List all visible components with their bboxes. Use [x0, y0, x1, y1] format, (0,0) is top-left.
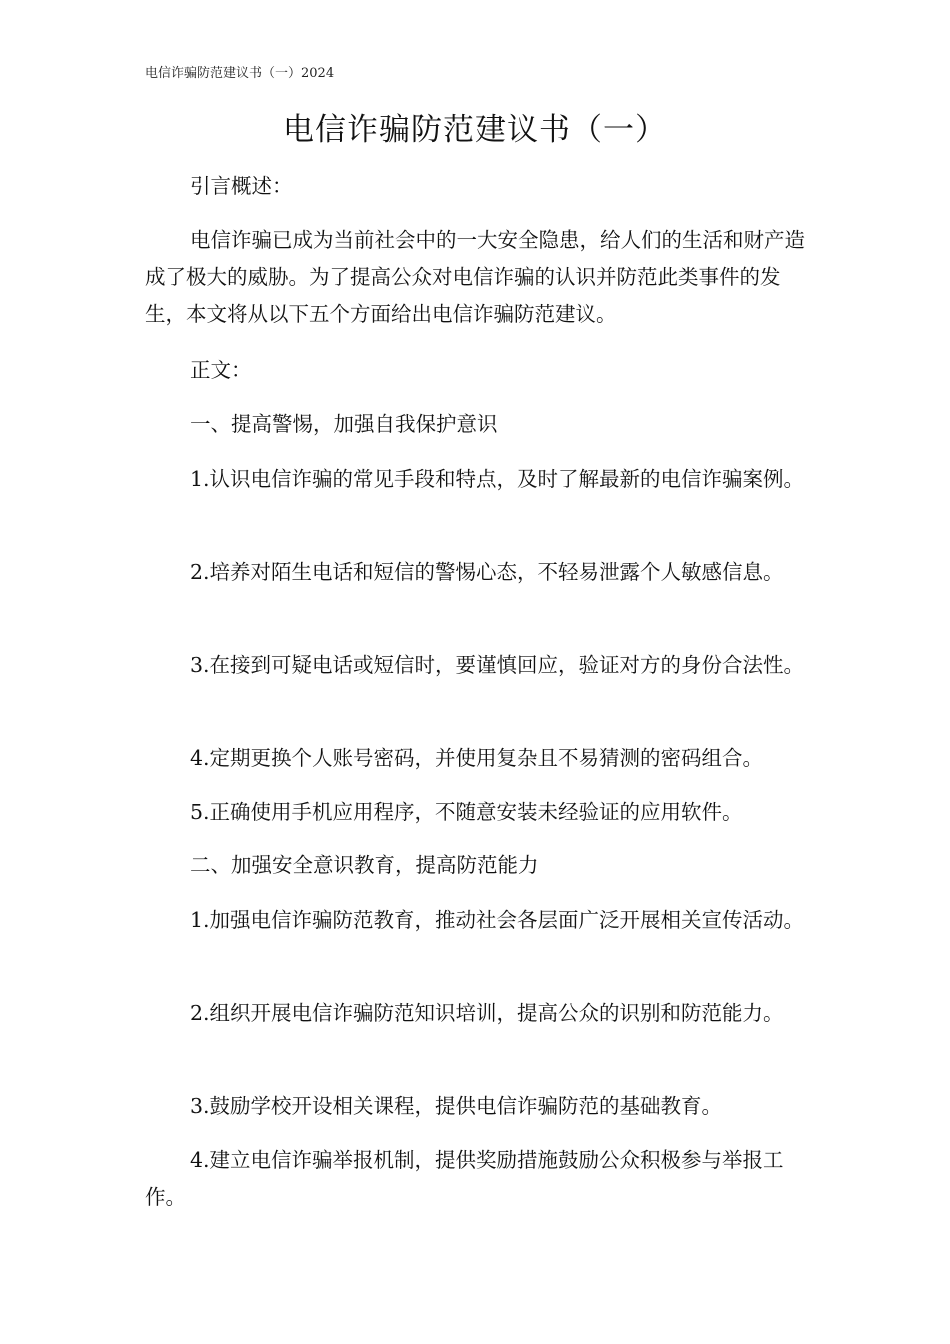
section-two-item-3: 3.鼓励学校开设相关课程，提供电信诈骗防范的基础教育。: [190, 1094, 723, 1118]
intro-heading: 引言概述：: [190, 174, 293, 198]
body-heading: 正文：: [190, 358, 252, 382]
section-one-item-2: 2.培养对陌生电话和短信的警惕心态，不轻易泄露个人敏感信息。: [190, 560, 784, 584]
section-two-item-2: 2.组织开展电信诈骗防范知识培训，提高公众的识别和防范能力。: [190, 1001, 784, 1025]
intro-paragraph: 电信诈骗已成为当前社会中的一大安全隐患，给人们的生活和财产造成了极大的威胁。为了提高公众对电信诈骗的认识并防范此类事件的发生，本文将从以下五个方面给出电信诈骗防范建议。: [145, 228, 805, 326]
running-header: 电信诈骗防范建议书（一）2024: [145, 66, 335, 81]
section-one-heading: 一、提高警惕，加强自我保护意识: [190, 412, 498, 436]
section-one-item-1: 1.认识电信诈骗的常见手段和特点，及时了解最新的电信诈骗案例。: [190, 467, 805, 491]
document-title: 电信诈骗防范建议书（一）: [283, 112, 667, 148]
section-one-item-5: 5.正确使用手机应用程序，不随意安装未经验证的应用软件。: [190, 800, 743, 824]
section-two-heading: 二、加强安全意识教育，提高防范能力: [190, 853, 539, 877]
section-one-item-4: 4.定期更换个人账号密码，并使用复杂且不易猜测的密码组合。: [190, 746, 764, 770]
section-two-item-4: 4.建立电信诈骗举报机制，提供奖励措施鼓励公众积极参与举报工作。: [145, 1148, 784, 1209]
section-two-item-1: 1.加强电信诈骗防范教育，推动社会各层面广泛开展相关宣传活动。: [190, 908, 805, 932]
section-one-item-3: 3.在接到可疑电话或短信时，要谨慎回应，验证对方的身份合法性。: [190, 653, 805, 677]
